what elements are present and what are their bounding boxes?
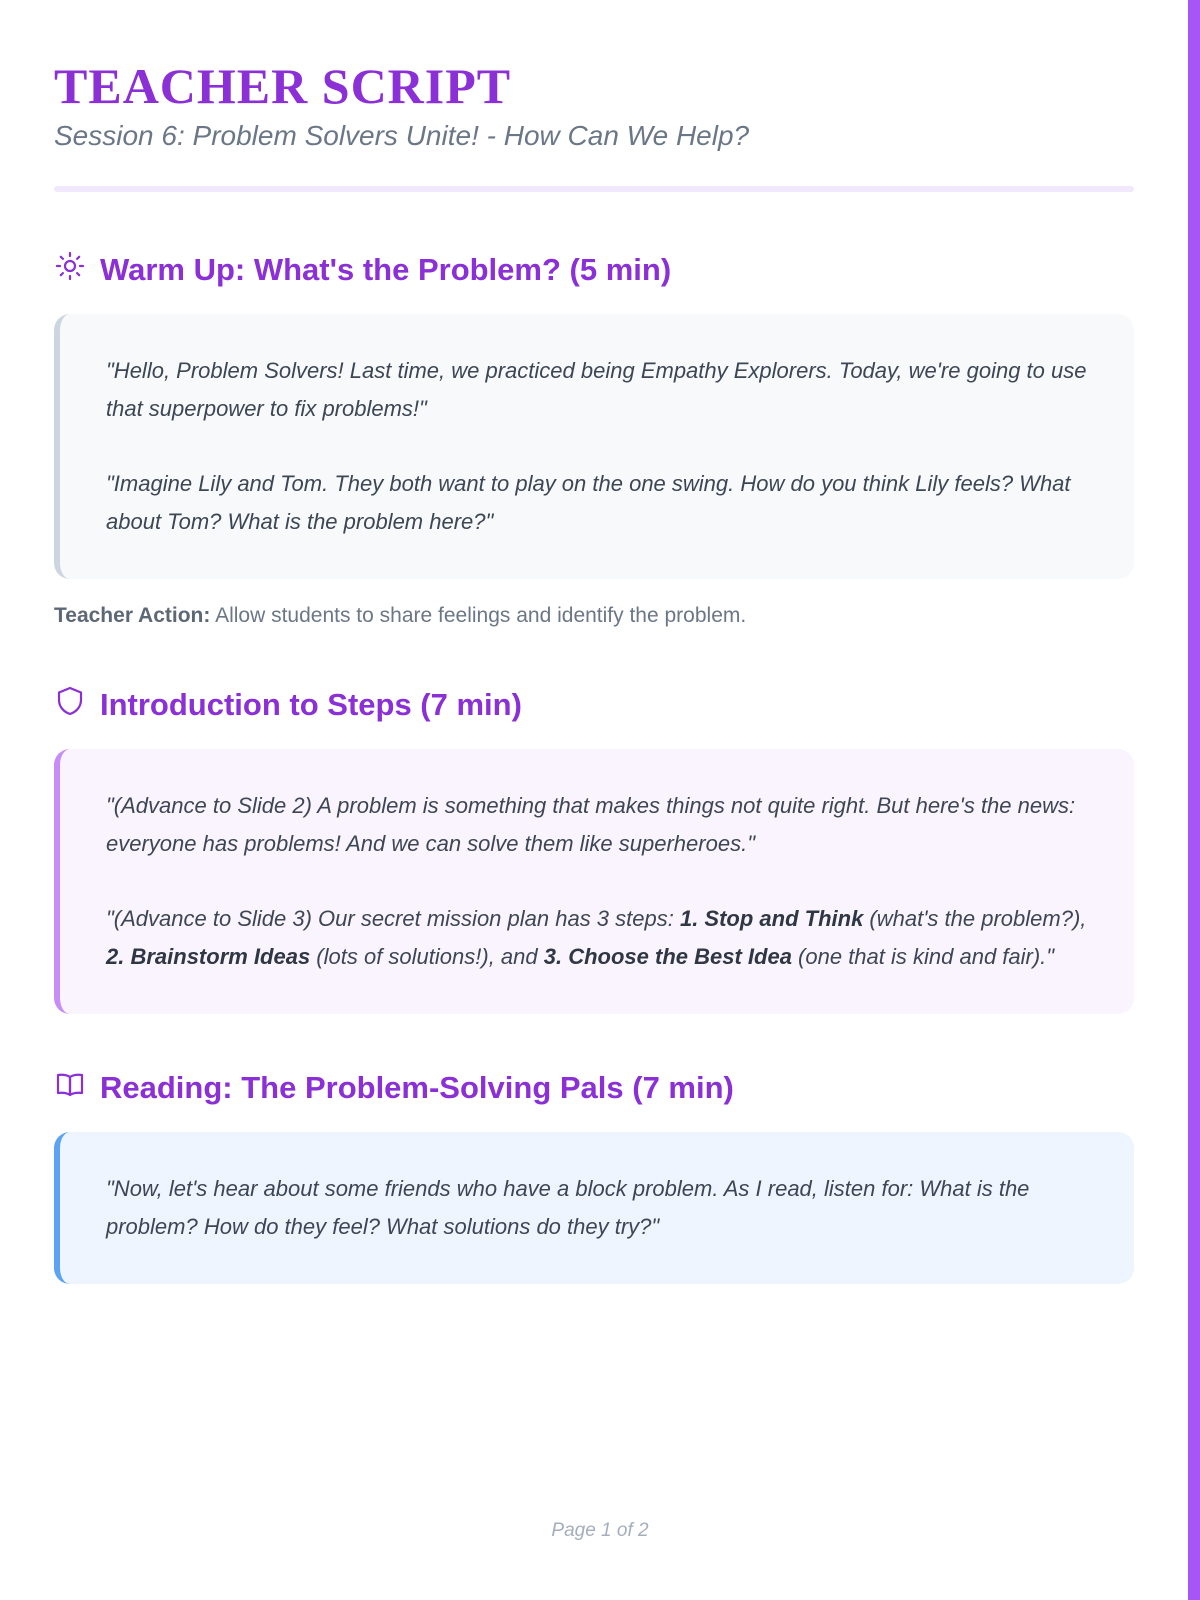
script-paragraph: "Now, let's hear about some friends who have a block problem. As I read, listen for: What is the problem? How do they feel? What solutions do they try?" bbox=[106, 1176, 1030, 1239]
section-heading-warm-up bbox=[54, 250, 1134, 290]
section-heading-introduction bbox=[54, 685, 1134, 725]
script-box-reading bbox=[54, 1132, 1134, 1284]
script-box-warm-up bbox=[54, 314, 1134, 579]
document-page bbox=[54, 0, 1134, 1284]
script-paragraph: "Hello, Problem Solvers! Last time, we practiced being Empathy Explorers. Today, we're going to use that superpower to fix problems!" bbox=[106, 358, 1087, 421]
shield-icon bbox=[54, 685, 86, 725]
step-3-label: 3. Choose the Best Idea bbox=[543, 944, 792, 969]
step-1-label: 1. Stop and Think bbox=[679, 906, 864, 931]
section-heading-text: Reading: The Problem-Solving Pals (7 min) bbox=[100, 1070, 734, 1105]
sun-icon bbox=[54, 250, 86, 290]
teacher-action-note bbox=[54, 601, 1134, 631]
book-open-icon bbox=[54, 1068, 86, 1108]
script-paragraph: "Imagine Lily and Tom. They both want to play on the one swing. How do you think Lily feels? What about Tom? What is the problem here?" bbox=[106, 471, 1071, 534]
script-paragraph: "(Advance to Slide 2) A problem is something that makes things not quite right. But here's the news: everyone has problems! And we can solve them like superheroes." bbox=[106, 793, 1076, 856]
step-2-note: (lots of solutions!), and bbox=[310, 944, 544, 969]
script-box-introduction bbox=[54, 749, 1134, 1014]
step-3-note: (one that is kind and fair)." bbox=[791, 944, 1055, 969]
page-title: TEACHER SCRIPT bbox=[54, 58, 512, 114]
step-2-label: 2. Brainstorm Ideas bbox=[106, 944, 311, 969]
title-divider bbox=[54, 186, 1134, 192]
page-edge-bar bbox=[1188, 0, 1200, 1600]
page-number: Page 1 of 2 bbox=[551, 1520, 649, 1541]
step-1-note: (what's the problem?), bbox=[863, 906, 1087, 931]
steps-intro: "(Advance to Slide 3) Our secret mission plan has 3 steps: bbox=[106, 906, 680, 931]
teacher-action-text: Allow students to share feelings and identify the problem. bbox=[215, 604, 747, 627]
steps-paragraph bbox=[106, 900, 1088, 976]
section-heading-reading bbox=[54, 1068, 1134, 1108]
page-subtitle: Session 6: Problem Solvers Unite! - How Can We Help? bbox=[54, 120, 750, 151]
section-heading-text: Warm Up: What's the Problem? (5 min) bbox=[100, 252, 672, 287]
section-heading-text: Introduction to Steps (7 min) bbox=[100, 687, 522, 722]
teacher-action-label: Teacher Action: bbox=[54, 604, 211, 627]
